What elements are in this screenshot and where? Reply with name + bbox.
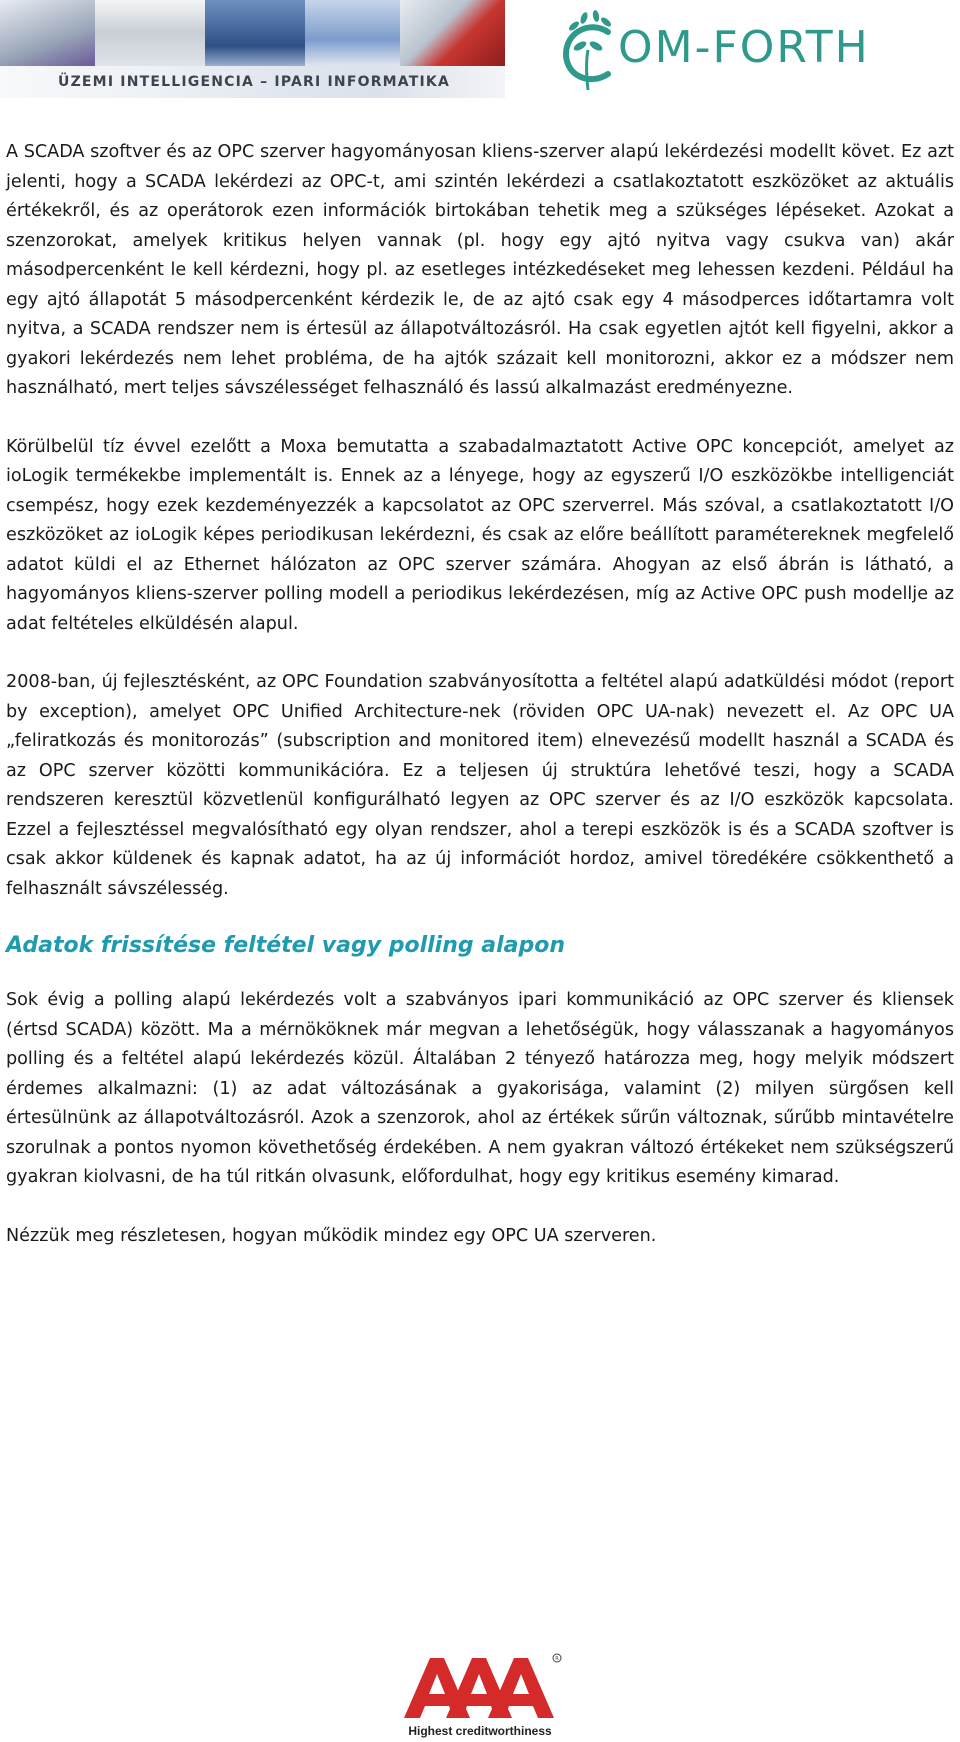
paragraph-closing: Nézzük meg részletesen, hogyan működik mindez egy OPC UA szerveren. xyxy=(6,1225,657,1246)
banner-photo-screen xyxy=(95,0,205,66)
aaa-rating-logo xyxy=(396,1652,564,1738)
banner-photo-train xyxy=(400,0,505,66)
page-header xyxy=(0,0,960,100)
banner-photo-cable xyxy=(0,0,95,66)
paragraph-polling-vs-exception: Sok évig a polling alapú lekérdezés volt a szabványos ipari kommunikáció az OPC szerver és kliensek (értsd SCADA) között. Ma a mérnököknek már megvan a lehetőségük, hogy válasszanak a hagyományos polling és a feltétel alapú lekérdezés közül. Általában 2 tényező határozza meg, hogy melyik módszert érdemes alkalmazni: (1) az adat változásának a gyakorisága, valamint (2) milyen sürgősen kell értesülnünk az állapotváltozásról. Azok a szenzorok, ahol az értékek sűrűn változnak, sűrűbb mintavételre szorulnak a pontos nyomon követhetőség érdekében. A nem gyakran változó értékeket nem szükségszerű gyakran kiolvasni, de ha túl ritkán olvasunk, előfordulhat, hogy egy kritikus esemény kimarad. xyxy=(6,990,954,1187)
article-body xyxy=(6,138,954,1251)
logo-text: OM-FORTH xyxy=(618,22,870,73)
leaf-c-icon xyxy=(560,10,620,92)
paragraph-active-opc: Körülbelül tíz évvel ezelőtt a Moxa bemutatta a szabadalmaztatott Active OPC koncepciót, amelyet az ioLogik termékekbe implementált is. Ennek az a lényege, hogy az egyszerű I/O eszközökbe intelligenciát csempész, hogy ezek kezdeményezzék a kapcsolatot az OPC szerverrel. Más szóval, a csatlakoztatott I/O eszközöket az ioLogik képes periodikusan lekérdezni, és csak az előre beállított paramétereknek megfelelő adatot küldi el az Ethernet hálózaton az OPC szerver számára. Ahogyan az első ábrán is látható, a hagyományos kliens-szerver polling modell a periodikus lekérdezésen, míg az Active OPC push modellje az adat feltételes elküldésén alapul. xyxy=(6,436,954,634)
paragraph-opc-ua: 2008-ban, új fejlesztésként, az OPC Foundation szabványosította a feltétel alapú adatküldési módot (report by exception), amelyet OPC Unified Architecture-nek (röviden OPC UA-nak) nevezett el. Az OPC UA „feliratkozás és monitorozás” (subscription and monitored item) elnevezésű modellt használ a SCADA és az OPC szerver közötti kommunikációra. Ez a teljesen új struktúra lehetővé teszi, hogy a SCADA rendszeren keresztül közvetlenül konfigurálható legyen az OPC szerver és az I/O eszközök kapcsolata. Ezzel a fejlesztéssel megvalósítható egy olyan rendszer, ahol a terepi eszközök is és a SCADA szoftver is csak akkor küldenek és kapnak adatot, ha az új információt hordoz, amivel töredékére csökkenthető a felhasznált sávszélesség. xyxy=(6,672,954,899)
banner-photo-powerline xyxy=(305,0,400,66)
banner-photo-industry xyxy=(205,0,305,66)
banner-caption: ÜZEMI INTELLIGENCIA – IPARI INFORMATIKA xyxy=(0,66,505,98)
aaa-letters-icon xyxy=(396,1652,564,1724)
aaa-caption: Highest creditworthiness xyxy=(408,1724,552,1738)
svg-text:R: R xyxy=(555,1656,559,1662)
paragraph-scada-polling: A SCADA szoftver és az OPC szerver hagyományosan kliens-szerver alapú lekérdezési modellt követ. Ez azt jelenti, hogy a SCADA lekérdezi az OPC-t, ami szintén lekérdezi a csatlakoztatott eszközöket az aktuális értékekről, és az operátorok ezen információk birtokában tehetik meg a szükséges lépéseket. Azokat a szenzorokat, amelyek kritikus helyen vannak (pl. hogy egy ajtó nyitva vagy csukva van) akár másodpercenként le kell kérdezni, hogy pl. az esetleges intézkedéseket meg lehessen kezdeni. Például ha egy ajtó állapotát 5 másodpercenként kérdezik le, de az ajtó csak egy 4 másodperces időtartamra volt nyitva, a SCADA rendszer nem is értesül az állapotváltozásról. Ha csak egyetlen ajtót kell figyelni, akkor a gyakori lekérdezés nem lehet probléma, de ha ajtók százait kell monitorozni, akkor ez a módszer nem használható, mert teljes sávszélességet felhasználó és lassú alkalmazást eredményezne. xyxy=(6,142,954,398)
header-banner xyxy=(0,0,505,98)
section-heading: Adatok frissítése feltétel vagy polling alapon xyxy=(6,933,566,958)
com-forth-logo xyxy=(560,10,950,92)
